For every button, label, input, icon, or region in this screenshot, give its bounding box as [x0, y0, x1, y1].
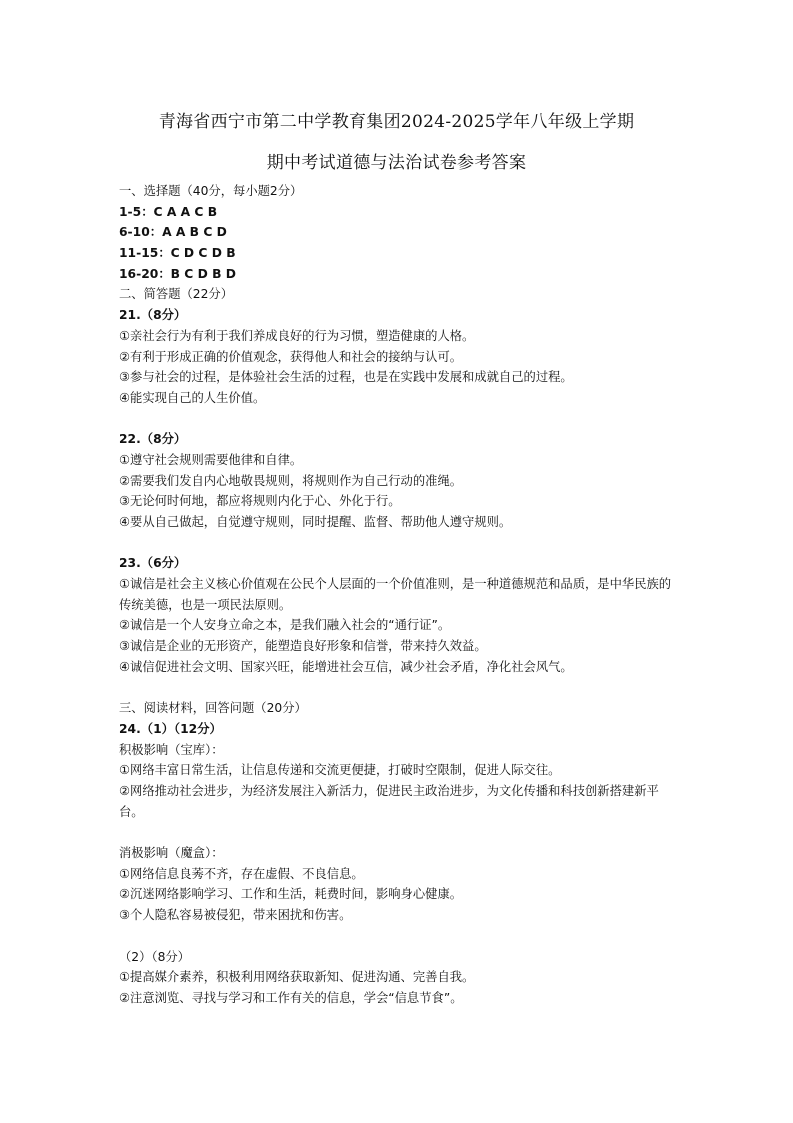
- answer-item: ①提高媒介素养，积极利用网络获取新知、促进沟通、完善自我。: [119, 970, 475, 985]
- spacer: [119, 533, 679, 554]
- answer-item: ①网络丰富日常生活，让信息传递和交流更便捷，打破时空限制，促进人际交往。: [119, 763, 561, 778]
- choice-row: 1-5：C A A C B: [119, 204, 218, 219]
- answer-item: ②注意浏览、寻找与学习和工作有关的信息，学会“信息节食”。: [119, 990, 463, 1005]
- answer-item: ③个人隐私容易被侵犯，带来困扰和伤害。: [119, 908, 352, 923]
- question-21-label: 21.（8分）: [119, 308, 187, 323]
- answer-item: ①亲社会行为有利于我们养成良好的行为习惯，塑造健康的人格。: [119, 328, 475, 343]
- answer-item: ④能实现自己的人生价值。: [119, 390, 266, 405]
- choice-row: 6-10：A A B C D: [119, 225, 227, 240]
- positive-impact-label: 积极影响（宝库）：: [119, 742, 224, 757]
- answer-item: ②有利于形成正确的价值观念，获得他人和社会的接纳与认可。: [119, 349, 463, 364]
- section2-heading: 二、简答题（22分）: [119, 287, 234, 302]
- answer-item: ①诚信是社会主义核心价值观在公民个人层面的一个价值准则，是一种道德规范和品质，是中华民族的传统美德，也是一项民法原则。: [119, 577, 672, 612]
- question-22-label: 22.（8分）: [119, 432, 187, 447]
- document-title-line1: 青海省西宁市第二中学教育集团2024-2025学年八年级上学期: [158, 112, 635, 132]
- answer-item: ②需要我们发自内心地敬畏规则，将规则作为自己行动的准绳。: [119, 473, 463, 488]
- answer-content: [119, 181, 679, 1009]
- section3-heading: 三、阅读材料，回答问题（20分）: [119, 701, 307, 716]
- choice-row: 16-20：B C D B D: [119, 266, 236, 281]
- spacer: [119, 926, 679, 947]
- answer-item: ③无论何时何地，都应将规则内化于心、外化于行。: [119, 494, 401, 509]
- answer-item: ①遵守社会规则需要他律和自律。: [119, 452, 303, 467]
- question-24-2-label: （2）（8分）: [119, 949, 190, 964]
- spacer: [119, 678, 679, 699]
- spacer: [119, 409, 679, 430]
- answer-item: ②网络推动社会进步，为经济发展注入新活力，促进民主政治进步，为文化传播和科技创新搭建新平台。: [119, 783, 659, 819]
- section1-heading: 一、选择题（40分，每小题2分）: [119, 184, 303, 198]
- spacer: [119, 822, 679, 843]
- answer-item: ①网络信息良莠不齐，存在虚假、不良信息。: [119, 866, 364, 881]
- answer-item: ③诚信是企业的无形资产，能塑造良好形象和信誉，带来持久效益。: [119, 639, 487, 654]
- answer-item: ④诚信促进社会文明、国家兴旺，能增进社会互信，减少社会矛盾，净化社会风气。: [119, 659, 573, 674]
- question-24-label: 24.（1）（12分）: [119, 721, 222, 736]
- choice-row: 11-15：C D C D B: [119, 246, 236, 261]
- answer-item: ④要从自己做起，自觉遵守规则，同时提醒、监督、帮助他人遵守规则。: [119, 515, 512, 529]
- negative-impact-label: 消极影响（魔盒）：: [119, 846, 224, 861]
- question-23-label: 23.（6分）: [119, 556, 187, 571]
- answer-item: ②沉迷网络影响学习、工作和生活，耗费时间，影响身心健康。: [119, 887, 463, 902]
- answer-item: ②诚信是一个人安身立命之本，是我们融入社会的“通行证”。: [119, 618, 451, 633]
- document-title-line2: 期中考试道德与法治试卷参考答案: [266, 153, 527, 173]
- answer-item: ③参与社会的过程，是体验社会生活的过程，也是在实践中发展和成就自己的过程。: [119, 370, 573, 385]
